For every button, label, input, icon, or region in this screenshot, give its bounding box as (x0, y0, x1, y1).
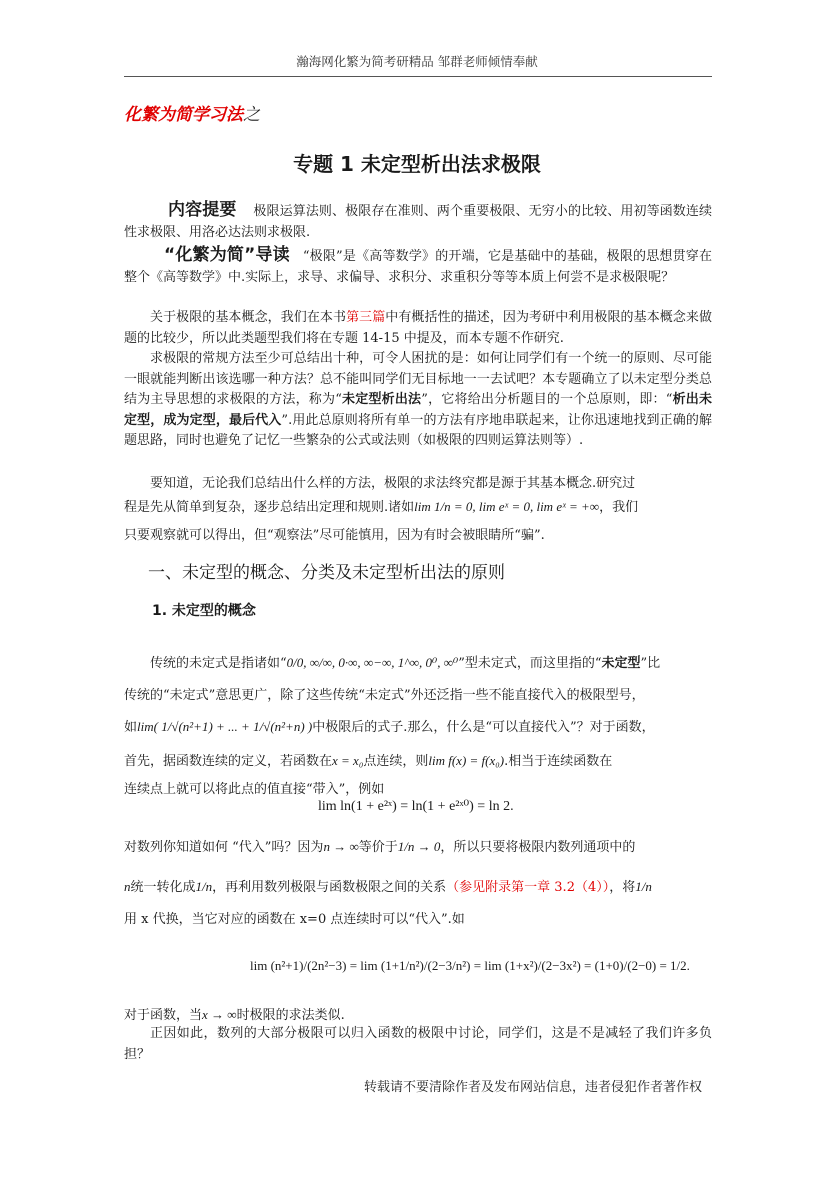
para2-c: ”，它将给出分析题目的一个总原则，即：“ (421, 392, 673, 407)
body-l3-math: lim( 1/√(n²+1) + ... + 1/√(n²+n) ) (137, 719, 313, 734)
body-line-4 (124, 750, 612, 769)
body-l4b: 点连续，则 (363, 754, 429, 769)
para3-line2 (124, 496, 638, 515)
equation-1: lim ln(1 + e²ˣ) = ln(1 + e²ˣ⁰) = ln 2. (318, 799, 514, 814)
para2-bold-1: 未定型析出法 (341, 392, 422, 407)
body-paragraph-final: 正因如此，数列的大部分极限可以归入函数的极限中讨论，同学们，这是不是减轻了我们许多负担？ (124, 1026, 712, 1062)
intro-label: 内容提要 (168, 200, 237, 220)
body-l1-math: 0/0, ∞/∞, 0·∞, ∞−∞, 1^∞, 0⁰, ∞⁰ (286, 655, 459, 670)
series-suffix: 之 (243, 105, 260, 125)
body-l6-math1: n → ∞ (323, 839, 359, 854)
para3-c: ，我们 (599, 500, 639, 515)
body-l9a: 对于函数，当 (124, 1008, 203, 1023)
page-header: 瀚海网化繁为简考研精品 邹群老师倾情奉献 (296, 54, 538, 69)
body-l3b: 中极限后的式子.那么，什么是“可以直接代入”？对于函数， (312, 720, 655, 735)
body-l7d: ，将 (609, 880, 636, 895)
body-l7-math2: 1/n (635, 879, 652, 894)
body-l6c: ，所以只要将极限内数列通项中的 (440, 840, 636, 855)
para3-line3: 只要观察就可以得出，但“观察法”尽可能慎用，因为有时会被眼睛所“骗”. (124, 528, 545, 543)
body-l7b: 统一转化成 (130, 880, 196, 895)
body-l1a: 传统的未定式是指诸如“ (150, 656, 287, 671)
header-rule (124, 76, 712, 77)
body-l7-math: 1/n (195, 879, 213, 894)
para2-a: 求极限的常规方法至少可总结出十种，可令人困扰的是：如何让同学们有一个统一的原则、尽可能一眼就能判断出该选哪一种方法？总不能叫同学们无目标地一一去试吧？本专题确立了以未定型分类总结为主导思想的求极限的方法，称为“ (124, 351, 712, 407)
body-l3a: 如 (124, 720, 138, 735)
paragraph-1 (124, 308, 712, 349)
appendix-link[interactable]: （参见附录第一章 3.2（4）） (446, 880, 610, 895)
body-l4a: 首先，据函数连续的定义，若函数在 (124, 754, 333, 769)
para3-line1: 要知道，无论我们总结出什么样的方法，极限的求法终究都是源于其基本概念.研究过 (150, 476, 636, 491)
guide-label: “化繁为简”导读 (164, 245, 290, 265)
para1-b: 中有概括性的描述，因为考研中利用极限的基本概念来做题的比较少，所以此类题型我们将在专题 14-15 中提及，而本专题不作研究. (124, 310, 712, 346)
body-l1-bold: 未定型 (601, 656, 641, 671)
body-line-9 (124, 1004, 345, 1023)
guide-text: “极限”是《高等数学》的开端，它是基础中的基础，极限的思想贯穿在整个《高等数学》中.实际上，求导、求偏导、求积分、求重积分等等本质上何尝不是求极限呢？ (124, 249, 712, 285)
subsection-heading: 1. 未定型的概念 (152, 603, 256, 619)
body-line-8: 用 x 代换，当它对应的函数在 x=0 点连续时可以“代入”.如 (124, 912, 465, 927)
body-line-1 (150, 652, 660, 671)
para3-b: 程是先从简单到复杂，逐步总结出定理和规则.诸如 (124, 500, 415, 515)
body-l4c: .相当于连续函数在 (504, 754, 613, 769)
para2-bold-2: 析出未定型，成为定型，最后代入 (124, 392, 712, 428)
body-line-2: 传统的“未定式”意思更广，除了这些传统“未定式”外还泛指一些不能直接代入的极限型号， (124, 688, 645, 703)
body-line-7 (124, 876, 652, 895)
body-line-5: 连续点上就可以将此点的值直接“带入”，例如 (124, 782, 385, 797)
series-title (124, 100, 260, 125)
body-l1c: ”比 (640, 656, 661, 671)
para1-a: 关于极限的基本概念，我们在本书 (150, 310, 347, 325)
body-line-6 (124, 836, 635, 855)
body-l6a: 对数列你知道如何 “代入”吗？因为 (124, 840, 324, 855)
paragraph-2 (124, 349, 712, 452)
equation-2: lim (n²+1)/(2n²−3) = lim (1+1/n²)/(2−3/n²) = lim (1+x²)/(2−3x²) = (1+0)/(2−0) = 1/2. (250, 958, 690, 973)
body-l1b: ”型未定式，而这里指的“ (458, 656, 602, 671)
para1-link[interactable]: 第三篇 (346, 310, 386, 325)
body-l9-math: x → ∞ (202, 1007, 237, 1022)
body-l7a: n (124, 879, 131, 894)
page-title: 专题 1 未定型析出法求极限 (293, 152, 541, 176)
para3-math: lim 1/n = 0, lim eˣ = 0, lim eˣ = +∞ (414, 499, 600, 514)
body-line-3 (124, 716, 655, 735)
guide-paragraph (124, 245, 712, 288)
intro-paragraph (124, 200, 712, 243)
para2-d: ”.用此总原则将所有单一的方法有序地串联起来，让你迅速地找到正确的解题思路，同时也避免了记忆一些繁杂的公式或法则（如极限的四则运算法则等）. (124, 412, 712, 448)
body-l9b: 时极限的求法类似. (236, 1008, 345, 1023)
body-l6b: 等价于 (358, 840, 398, 855)
page-footer: 转载请不要清除作者及发布网站信息，违者侵犯作者著作权 (364, 1080, 703, 1095)
series-main: 化繁为简学习法 (124, 105, 243, 125)
body-l7c: ，再利用数列极限与函数极限之间的关系 (212, 880, 447, 895)
body-l4-math2: lim f(x) = f(x₀) (428, 753, 505, 768)
intro-text: 极限运算法则、极限存在准则、两个重要极限、无穷小的比较、用初等函数连续性求极限、用洛必达法则求极限. (124, 204, 713, 240)
body-l6-math2: 1/n → 0 (397, 839, 441, 854)
section-heading: 一、未定型的概念、分类及未定型析出法的原则 (148, 563, 505, 583)
body-l4-math1: x = x₀ (332, 753, 364, 768)
